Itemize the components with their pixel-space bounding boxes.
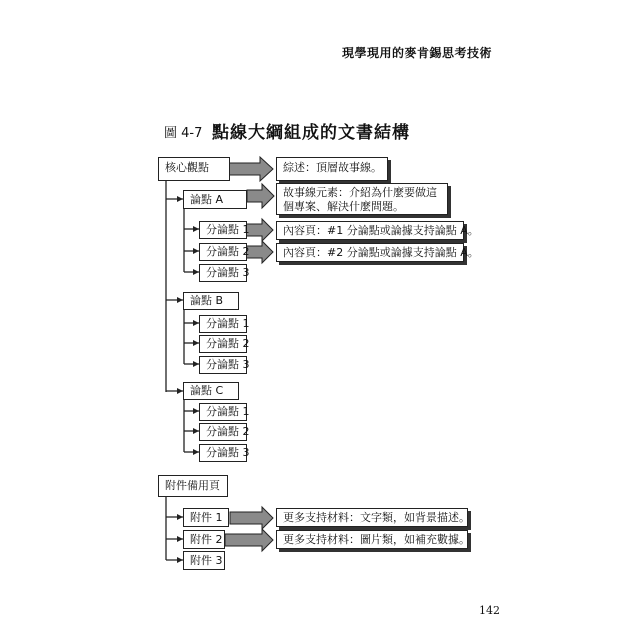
appendix-note2-box: 更多支持材料：圖片類，如補充數據。 [276,530,468,549]
point-a-sub2-note-box: 內容頁：#2 分論點或論據支持論點 A。 [276,243,464,262]
point-a-sub1-note-box: 內容頁：#1 分論點或論據支持論點 A。 [276,221,464,240]
appendix-note1-box: 更多支持材料：文字類，如背景描述。 [276,508,468,527]
figure-label: 圖 4-7 [164,126,203,141]
point-b-sub3-box: 分論點 3 [199,356,247,374]
point-b-sub1-box: 分論點 1 [199,315,247,333]
point-c-sub1-box: 分論點 1 [199,403,247,421]
core-point-box: 核心觀點 [158,157,230,181]
arrow-app1-note [230,507,273,529]
appendix-box: 附件備用頁 [158,475,228,497]
point-c-sub3-box: 分論點 3 [199,444,247,462]
figure-title: 點線大綱組成的文書結構 [212,123,410,143]
point-a-sub1-box: 分論點 1 [199,221,247,239]
arrow-app2-note [225,529,273,551]
appendix-item1-box: 附件 1 [183,508,229,527]
arrow-core-summary [229,157,273,181]
point-a-sub3-box: 分論點 3 [199,264,247,282]
arrow-a-note [247,184,274,208]
point-b-sub2-box: 分論點 2 [199,335,247,353]
running-header: 現學現用的麥肯錫思考技術 [342,46,493,60]
point-a-box: 論點 A [183,190,247,209]
appendix-item2-box: 附件 2 [183,530,225,549]
point-c-box: 論點 C [183,382,239,400]
appendix-item3-box: 附件 3 [183,551,225,570]
summary-box: 綜述：頂層故事線。 [276,157,388,181]
point-b-box: 論點 B [183,292,239,310]
point-a-note-box: 故事線元素：介紹為什麼要做這個專案、解決什麼問題。 [276,183,448,215]
point-a-sub2-box: 分論點 2 [199,243,247,261]
point-c-sub2-box: 分論點 2 [199,423,247,441]
page-number: 142 [479,604,500,617]
